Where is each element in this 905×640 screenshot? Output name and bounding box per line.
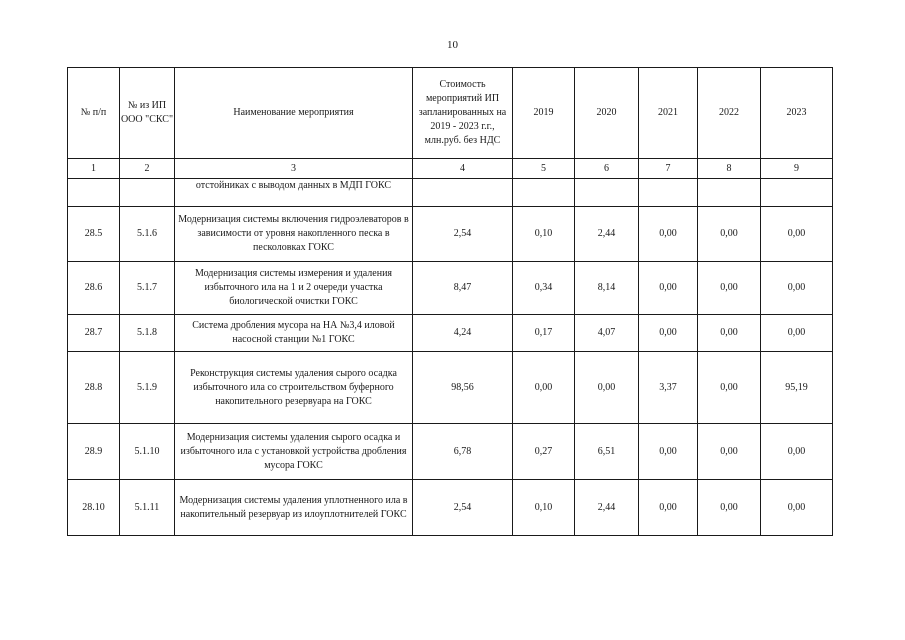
investment-table — [67, 67, 833, 536]
row-name: Модернизация системы удаления уплотненного ила в накопительный резервуар из илоуплотнителей ГОКС — [175, 480, 413, 536]
row-2019: 0,10 — [513, 207, 575, 262]
row-ip-code: 5.1.7 — [120, 262, 175, 315]
row-name: Модернизация системы удаления сырого осадка и избыточного ила с установкой устройства дробления мусора ГОКС — [175, 424, 413, 480]
header-row — [68, 68, 833, 159]
row-2021: 0,00 — [639, 207, 698, 262]
row-number: 28.9 — [68, 424, 120, 480]
row-2022: 0,00 — [698, 352, 761, 424]
table-row — [68, 424, 833, 480]
continuation-text: отстойниках с выводом данных в МДП ГОКС — [175, 179, 413, 207]
header-cell-2023: 2023 — [761, 68, 833, 159]
row-name: Модернизация системы включения гидроэлеваторов в зависимости от уровня накопленного песка в песколовках ГОКС — [175, 207, 413, 262]
row-ip-code: 5.1.8 — [120, 315, 175, 352]
header-cell-num: № п/п — [68, 68, 120, 159]
column-number: 6 — [575, 159, 639, 179]
row-2021: 0,00 — [639, 262, 698, 315]
column-number: 1 — [68, 159, 120, 179]
column-number: 9 — [761, 159, 833, 179]
row-ip-code: 5.1.9 — [120, 352, 175, 424]
row-name: Система дробления мусора на НА №3,4 иловой насосной станции №1 ГОКС — [175, 315, 413, 352]
row-total: 4,24 — [413, 315, 513, 352]
row-2021: 3,37 — [639, 352, 698, 424]
column-number: 7 — [639, 159, 698, 179]
row-total: 2,54 — [413, 207, 513, 262]
row-2020: 8,14 — [575, 262, 639, 315]
row-2022: 0,00 — [698, 262, 761, 315]
page-number: 10 — [447, 39, 458, 51]
row-number: 28.6 — [68, 262, 120, 315]
row-2023: 95,19 — [761, 352, 833, 424]
table-row — [68, 352, 833, 424]
row-2019: 0,34 — [513, 262, 575, 315]
row-2022: 0,00 — [698, 424, 761, 480]
row-number: 28.8 — [68, 352, 120, 424]
header-cell-name: Наименование мероприятия — [175, 68, 413, 159]
row-2023: 0,00 — [761, 424, 833, 480]
table-row — [68, 262, 833, 315]
row-number: 28.7 — [68, 315, 120, 352]
row-name: Реконструкция системы удаления сырого осадка избыточного ила со строительством буферного накопительного резервуара на ГОКС — [175, 352, 413, 424]
row-ip-code: 5.1.10 — [120, 424, 175, 480]
row-total: 8,47 — [413, 262, 513, 315]
header-cell-ip: № из ИП ООО "СКС" — [120, 68, 175, 159]
row-2021: 0,00 — [639, 480, 698, 536]
header-cell-total: Стоимость мероприятий ИП запланированных на 2019 - 2023 г.г., млн.руб. без НДС — [413, 68, 513, 159]
table-row — [68, 480, 833, 536]
row-2022: 0,00 — [698, 315, 761, 352]
row-2020: 6,51 — [575, 424, 639, 480]
row-2023: 0,00 — [761, 315, 833, 352]
row-2023: 0,00 — [761, 480, 833, 536]
column-number: 2 — [120, 159, 175, 179]
row-2019: 0,27 — [513, 424, 575, 480]
table-row — [68, 207, 833, 262]
header-cell-2022: 2022 — [698, 68, 761, 159]
row-name: Модернизация системы измерения и удаления избыточного ила на 1 и 2 очереди участка биологической очистки ГОКС — [175, 262, 413, 315]
continuation-row — [68, 179, 833, 207]
header-cell-2020: 2020 — [575, 68, 639, 159]
table-row — [68, 315, 833, 352]
column-number: 8 — [698, 159, 761, 179]
row-ip-code: 5.1.6 — [120, 207, 175, 262]
row-2020: 4,07 — [575, 315, 639, 352]
column-number: 4 — [413, 159, 513, 179]
row-2022: 0,00 — [698, 480, 761, 536]
row-2021: 0,00 — [639, 315, 698, 352]
row-2022: 0,00 — [698, 207, 761, 262]
row-2021: 0,00 — [639, 424, 698, 480]
header-cell-2019: 2019 — [513, 68, 575, 159]
row-2019: 0,00 — [513, 352, 575, 424]
row-2019: 0,10 — [513, 480, 575, 536]
column-number: 3 — [175, 159, 413, 179]
row-2020: 2,44 — [575, 480, 639, 536]
column-number: 5 — [513, 159, 575, 179]
row-2023: 0,00 — [761, 262, 833, 315]
row-2023: 0,00 — [761, 207, 833, 262]
row-2020: 2,44 — [575, 207, 639, 262]
row-2019: 0,17 — [513, 315, 575, 352]
row-2020: 0,00 — [575, 352, 639, 424]
row-total: 2,54 — [413, 480, 513, 536]
row-ip-code: 5.1.11 — [120, 480, 175, 536]
row-total: 6,78 — [413, 424, 513, 480]
row-number: 28.5 — [68, 207, 120, 262]
row-number: 28.10 — [68, 480, 120, 536]
row-total: 98,56 — [413, 352, 513, 424]
column-number-row — [68, 159, 833, 179]
header-cell-2021: 2021 — [639, 68, 698, 159]
